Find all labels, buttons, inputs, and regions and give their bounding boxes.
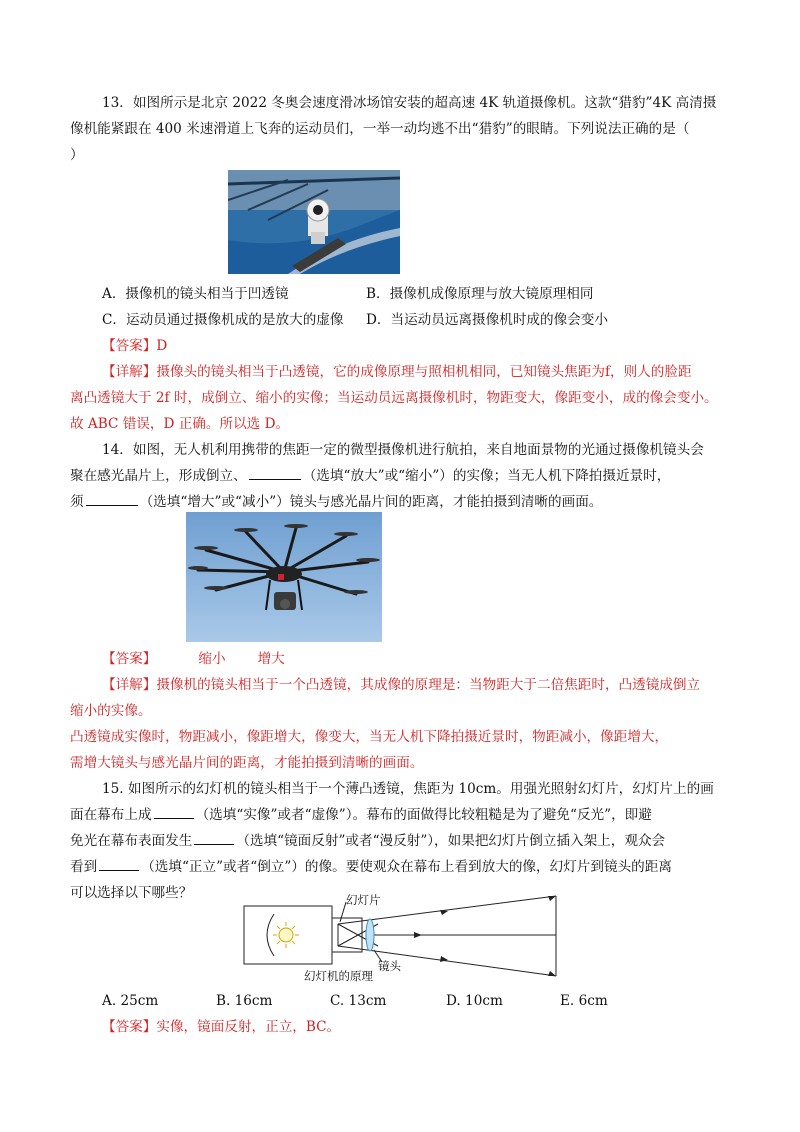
q15-blank-3[interactable] [99, 858, 139, 871]
diagram-caption: 幻灯机的原理 [304, 969, 373, 983]
q13-line3: ） [70, 147, 84, 163]
q15-line5: 可以选择以下哪些？ [70, 885, 193, 901]
q15-line4-start: 看到 [70, 859, 98, 875]
q15-line3-start: 免光在幕布表面发生 [70, 833, 193, 849]
q15-blank-1[interactable] [154, 806, 194, 819]
q13-detail-1: 【详解】摄像头的镜头相当于凸透镜，它的成像原理与照相机相同，已知镜头焦距为f，则人的脸距 [102, 364, 692, 380]
q15-option-a: A. 25cm [102, 993, 159, 1009]
diagram-label-slide: 幻灯片 [346, 893, 381, 907]
q13-answer: 【答案】D [102, 338, 168, 354]
q14-detail-3: 凸透镜成实像时，物距减小，像距增大，像变大，当无人机下降拍摄近景时，物距减小，像距增大， [70, 729, 669, 745]
q14-line3-start: 须 [70, 494, 84, 510]
q15-line4-end: （选填“正立”或者“倒立”）的像。要使观众在幕布上看到放大的像，幻灯片到镜头的距离 [141, 859, 672, 875]
q15-line2-end: （选填“实像”或者“虚像”）。幕布的面做得比较粗糙是为了避免“反光”，即避 [195, 807, 652, 823]
q15-line4 [70, 858, 672, 876]
q14-answer-2: 增大 [257, 651, 285, 667]
q13-line2: 像机能紧跟在 400 米速滑道上飞奔的运动员们，一举一动均逃不出“猎豹”的眼睛。下列说法正确的是（ [70, 121, 690, 137]
q15-line1: 15. 如图所示的幻灯机的镜头相当于一个薄凸透镜，焦距为 10cm。用强光照射幻灯片，幻灯片上的画 [102, 781, 714, 797]
q15-blank-2[interactable] [194, 832, 234, 845]
q13-option-b: B．摄像机成像原理与放大镜原理相同 [366, 286, 594, 302]
q14-line2-start: 聚在感光晶片上，形成倒立、 [70, 468, 247, 484]
drone-photo [186, 512, 382, 642]
q13-option-d: D．当运动员远离摄像机时成的像会变小 [366, 312, 608, 328]
q14-answer [102, 650, 285, 668]
q14-answer-label: 【答案】 [102, 651, 157, 667]
q14-line1: 14．如图，无人机利用携带的焦距一定的微型摄像机进行航拍，来自地面景物的光通过摄像机镜头会 [102, 442, 704, 458]
q13-option-c: C．运动员通过摄像机成的是放大的虚像 [102, 312, 344, 328]
q13-detail-3: 故 ABC 错误，D 正确。所以选 D。 [70, 416, 290, 432]
q14-answer-1: 缩小 [198, 651, 226, 667]
q15-option-c: C. 13cm [330, 993, 387, 1009]
diagram-label-lens: 镜头 [378, 959, 401, 973]
q15-option-b: B. 16cm [216, 993, 273, 1009]
q15-line2 [70, 806, 652, 824]
q14-detail-2: 缩小的实像。 [70, 703, 152, 719]
q14-blank-2[interactable] [86, 493, 138, 506]
q13-line1: 13．如图所示是北京 2022 冬奥会速度滑冰场馆安装的超高速 4K 轨道摄像机。这款“猎豹”4K 高清摄 [102, 95, 717, 111]
q14-line2 [70, 467, 670, 485]
projector-diagram [238, 892, 598, 988]
camera-track-photo [228, 170, 400, 274]
q14-line2-end: （选填“放大”或“缩小”）的实像；当无人机下降拍摄近景时， [302, 468, 671, 484]
q14-detail-4: 需增大镜头与感光晶片间的距离，才能拍摄到清晰的画面。 [70, 755, 424, 771]
q15-line3 [70, 832, 665, 850]
q13-option-a: A．摄像机的镜头相当于凹透镜 [102, 286, 289, 302]
q13-detail-2: 离凸透镜大于 2f 时，成倒立、缩小的实像；当运动员远离摄像机时，物距变大，像距变小，成的像会变小。 [70, 390, 718, 406]
q15-line2-start: 面在幕布上成 [70, 807, 152, 823]
q15-line3-end: （选填“镜面反射”或者“漫反射”），如果把幻灯片倒立插入架上，观众会 [236, 833, 666, 849]
q15-option-e: E. 6cm [560, 993, 608, 1009]
q14-line3 [70, 493, 602, 511]
q14-line3-end: （选填“增大”或“减小”）镜头与感光晶片间的距离，才能拍摄到清晰的画面。 [139, 494, 603, 510]
q15-option-d: D. 10cm [446, 993, 503, 1009]
q14-blank-1[interactable] [249, 467, 301, 480]
q14-detail-1: 【详解】摄像机的镜头相当于一个凸透镜，其成像的原理是：当物距大于二倍焦距时，凸透镜成倒立 [102, 677, 701, 693]
q15-answer: 【答案】实像，镜面反射，正立，BC。 [102, 1019, 341, 1035]
